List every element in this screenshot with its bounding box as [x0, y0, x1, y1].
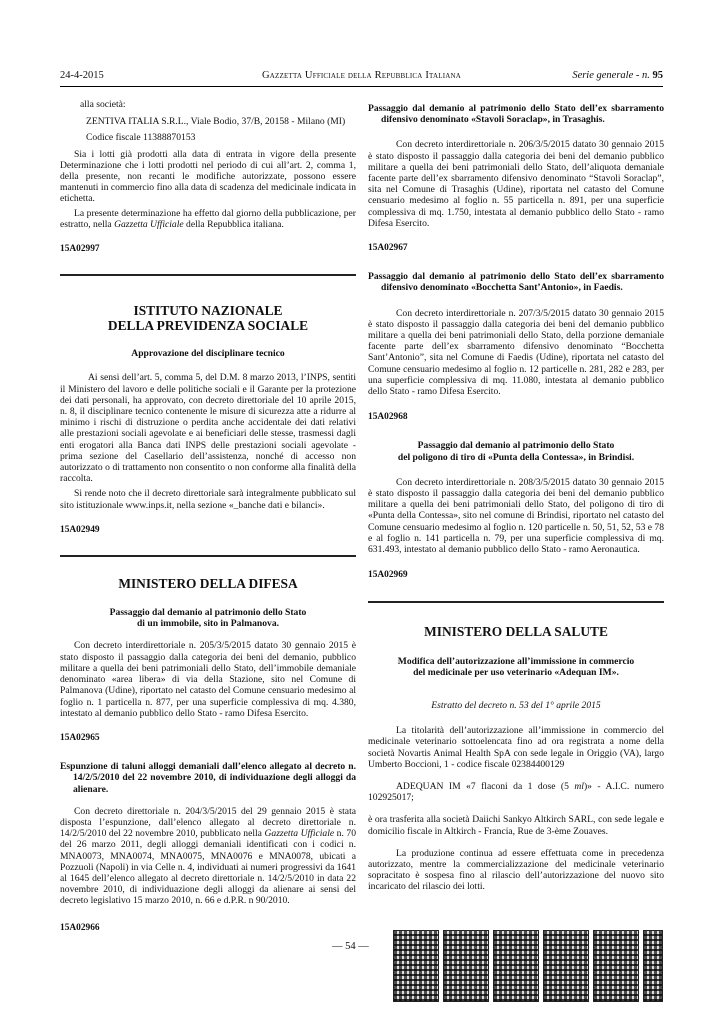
page-number: — 54 —: [332, 941, 369, 952]
item-code: 15A02997: [60, 244, 100, 255]
header-series: Serie generale - n. 95: [572, 70, 663, 81]
recipient-tax-code: Codice fiscale 11388870153: [86, 132, 196, 144]
transfer-paragraph: è ora trasferita alla società Daiichi Sankyo Altkirch SARL, con sede legale e domicilio fiscale in Altkirch - Francia, Rue de 3-ème Zouaves.: [368, 814, 664, 837]
recipient-address: ZENTIVA ITALIA S.R.L., Viale Bodio, 37/B, 20158 - Milano (MI): [86, 116, 346, 128]
notice-title: Passaggio dal demanio al patrimonio dello Stato dell’ex sbarramento difensivo denominato «Bocchetta Sant’Antonio», in Faedis.: [368, 271, 664, 294]
notice-body: Con decreto interdirettoriale n. 207/3/5/2015 datato 30 gennaio 2015 è stato disposto il passaggio dalla categoria dei beni del demanio pubblico militare a quella dei beni patrimoniali dello Stato, della porzione demaniale facente parte dell’ex sbarramento difensivo denominato “Bocchetta Sant’Antonio”, sita nel Comune di Faedis (Udine), riportata nel catasto del Comune censuario medesimo al foglio n. 12 particelle n. 281, 282 e 283, per una superficie complessiva di mq. 11.080, intestata al demanio pubblico dello Stato - ramo Difesa Esercito.: [368, 307, 664, 398]
notice-title: Espunzione di taluni alloggi demaniali dall’elenco allegato al decreto n. 14/2/5/2010 del 22 novembre 2010, di individuazione degli alloggi da alienare.: [60, 761, 356, 795]
page-header: [60, 70, 663, 84]
section-divider: [368, 601, 664, 603]
item-code: 15A02968: [368, 412, 408, 423]
notice-title: Passaggio dal demanio al patrimonio dello Stato del poligono di tiro di «Punta della Contessa», in Brindisi.: [397, 440, 635, 463]
notice-title: Passaggio dal demanio al patrimonio dello Stato dell’ex sbarramento difensivo denominato «Stavoli Soraclap», in Trasaghis.: [368, 103, 664, 126]
qr-code-image: [593, 930, 639, 1002]
right-column: [368, 103, 664, 893]
header-title: Gazzetta Ufficiale della Repubblica Italiana: [262, 70, 461, 81]
notice-body: La titolarità dell’autorizzazione all’immissione in commercio del medicinale veterinario sottoelencata fino ad ora registrata a nome della società Novartis Animal Health SpA con sede legale in Origgio (VA), largo Umberto Boccioni, 1 - codice fiscale 02384400129: [368, 725, 664, 770]
item-code: 15A02949: [60, 524, 100, 535]
lots-paragraph: Sia i lotti già prodotti alla data di entrata in vigore della presente Determinazione che i lotti prodotti nel periodo di cui all’art. 2, comma 1, della presente, non recanti le modifiche autorizzate, possono essere mantenuti in commercio fino alla data di scadenza del medicinale indicata in etichetta.: [60, 148, 356, 205]
qr-code-image: [543, 930, 589, 1002]
notice-title: Approvazione del disciplinare tecnico: [131, 348, 285, 360]
notice-title: Passaggio dal demanio al patrimonio dello Stato di un immobile, sito in Palmanova.: [109, 607, 307, 630]
section-divider: [60, 274, 356, 276]
header-divider: [60, 86, 663, 87]
notice-body: Con decreto interdirettoriale n. 205/3/5/2015 datato 30 gennaio 2015 è stato disposto il passaggio dalla categoria dei beni del demanio, pubblico militare a quella dei beni patrimoniali dello Stato, dell’immobile demaniale denominato «area libera» di via della Stazione, sito nel Comune di Palmanova (Udine), riportato nel catasto del Comune censuario medesimo al foglio n. 1 particella n. 877, per una superficie complessiva di mq. 4.380, intestato al demanio pubblico dello Stato - ramo Difesa Esercito.: [60, 640, 356, 719]
qr-code-image: [393, 930, 439, 1002]
notice-body: Con decreto interdirettoriale n. 208/3/5/2015 datato 30 gennaio 2015 è stato disposto il passaggio dalla categoria dei beni del demanio pubblico militare a quella dei beni patrimoniali dello Stato, del poligono di tiro di «Punta della Contessa», sito nel comune di Brindisi, riportato nel catasto del Comune censuario medesimo al foglio n. 120 particelle n. 50, 51, 52, 53 e 78 e al foglio n. 141 particella n. 79, per una superficie complessiva di mq. 631.493, intestato al demanio pubblico dello Stato - ramo Aeronautica.: [368, 476, 665, 556]
product-line: ADEQUAN IM «7 flaconi da 1 dose (5 ml)» - A.I.C. numero 102925017;: [368, 780, 664, 804]
header-date: 24-4-2015: [60, 70, 104, 81]
ministry-heading: MINISTERO DELLA SALUTE: [424, 623, 608, 639]
institute-heading: ISTITUTO NAZIONALE DELLA PREVIDENZA SOCIALE: [107, 303, 309, 334]
notice-body: Con decreto direttoriale n. 204/3/5/2015 del 29 gennaio 2015 è stata disposta l’espunzione, dall’elenco allegato al decreto direttoriale n. 14/2/5/2010 del 22 novembre 2010, pubblicato nella Gazzetta Ufficiale n. 70 del 26 marzo 2011, degli alloggi demaniali identificati con i codici n. MNA0073, MNA0074, MNA0075, MNA0076 e MNA0078, ubicati a Pozzuoli (Napoli) in via Celle n. 4, individuati ai numeri progressivi da 1641 al 1645 dell’elenco allegato al decreto direttoriale n. 14/2/5/2010 in data 22 novembre 2010, di individuazione degli alloggi da alienare ai sensi del decreto legislativo 15 marzo 2010, n. 66 e d.P.R. n 90/2010.: [60, 805, 356, 907]
item-code: 15A02967: [368, 243, 408, 254]
item-code: 15A02969: [368, 570, 408, 581]
item-code: 15A02965: [60, 732, 100, 743]
notice-body-2: Si rende noto che il decreto direttoriale sarà integralmente pubblicato sul sito istituzionale www.inps.it, nella sezione «_banche dati e bilanci».: [60, 488, 356, 511]
item-code: 15A02966: [60, 922, 100, 933]
production-paragraph: La produzione continua ad essere effettuata come in precedenza autorizzato, mentre la commercializzazione del medicinale veterinario sopracitato è sospesa fino al rilascio dell’autorizzazione del nuovo sito incaricato del rilascio dei lotti.: [368, 847, 664, 893]
notice-body: Con decreto interdirettoriale n. 206/3/5/2015 datato 30 gennaio 2015 è stato disposto il passaggio dalla categoria dei beni del demanio pubblico militare a quella dei beni patrimoniali dello Stato, dell’aliquota demaniale facente parte dell’ex sbarramento difensivo denominato “Stavoli Soraclap”, sita nel Comune di Trasaghis (Udine), riportata nel catasto del Comune censuario medesimo al foglio n. 55 particella n. 891, per una superficie complessiva di mq. 1.750, intestata al demanio pubblico dello Stato - ramo Difesa Esercito.: [368, 139, 664, 229]
recipient-label: alla società:: [80, 99, 126, 110]
notice-title: Modifica dell’autorizzazione all’immissione in commercio del medicinale per uso veterinario «Adequan IM».: [397, 655, 635, 678]
qr-code-image: [493, 930, 539, 1002]
decree-subtitle: Estratto del decreto n. 53 del 1° aprile 2015: [431, 699, 601, 711]
notice-body: Ai sensi dell’art. 5, comma 5, del D.M. 8 marzo 2013, l’INPS, sentiti il Ministero del lavoro e delle politiche sociali e il Garante per la protezione dei dati personali, ha approvato, con decreto direttoriale del 10 aprile 2015, n. 8, il disciplinare tecnico contenente le misure di sicurezza atte a ridurre al minimo i rischi di distruzione o perdita anche accidentale dei dati relativi alle prestazioni sociali agevolate e ai beneficiari delle stesse, trasmessi dagli enti erogatori alla Banca dati INPS delle prestazioni sociali agevolate - prima sezione del Casellario dell’assistenza, nonché di accesso non autorizzato o di trattamento non consentito o non conforme alla finalità della raccolta.: [60, 372, 356, 485]
ministry-heading: MINISTERO DELLA DIFESA: [118, 576, 298, 592]
left-column: [60, 99, 356, 934]
qr-code-image: [443, 930, 489, 1002]
section-divider: [60, 555, 356, 557]
qr-code-image: [643, 930, 663, 1002]
effect-paragraph: La presente determinazione ha effetto dal giorno della pubblicazione, per estratto, nella Gazzetta Ufficiale della Repubblica italiana.: [60, 207, 356, 230]
